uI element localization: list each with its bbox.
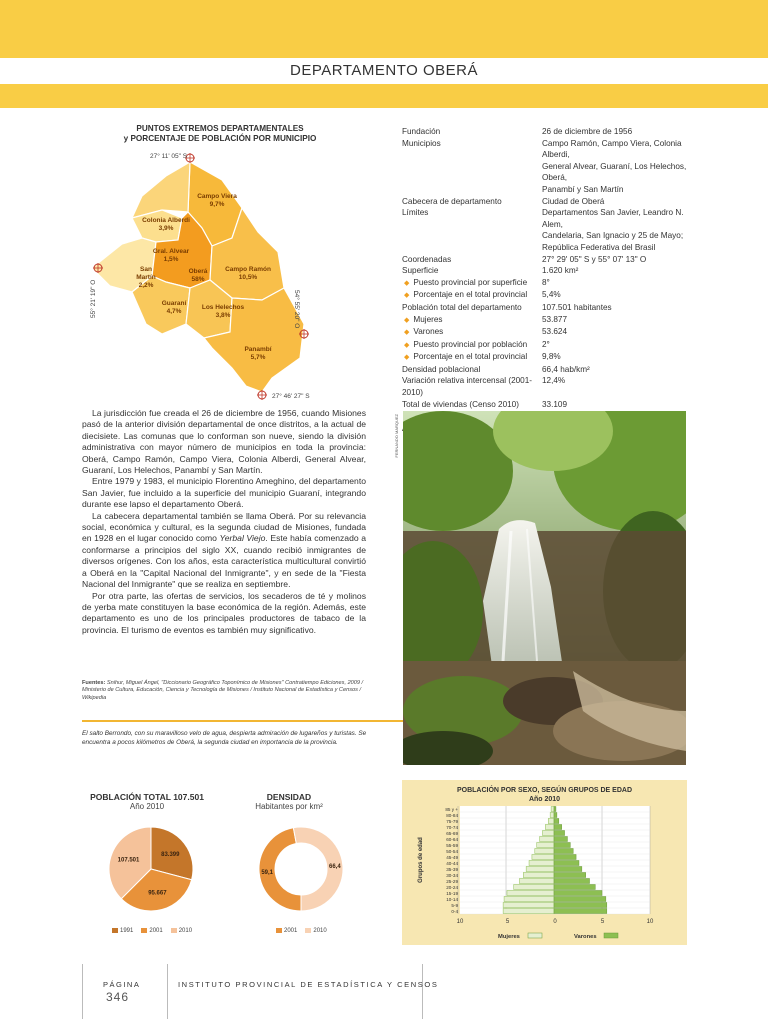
pyramid-bar-mujeres	[507, 891, 554, 896]
legend-item: 2001	[276, 928, 297, 934]
pyramid-bar-mujeres	[503, 909, 554, 914]
pyramid-age-label: 60-64	[446, 837, 458, 842]
facts-value: 66,4 hab/km²	[542, 364, 590, 374]
facts-value: 2°	[542, 339, 550, 349]
legend-swatch	[276, 928, 282, 933]
bullet-icon: ◆	[404, 292, 410, 300]
facts-key: Límites	[402, 208, 429, 218]
pyramid-bar-varones	[554, 819, 559, 824]
pyramid-x-tick: 10	[456, 919, 464, 925]
pyramid-age-label: 70-74	[446, 825, 458, 830]
density-chart-title: DENSIDAD	[266, 792, 312, 802]
facts-value: Candelaria, San Ignacio y 25 de Mayo;	[542, 231, 684, 241]
facts-value: 9,8%	[542, 352, 561, 362]
pyramid-bar-mujeres	[535, 849, 554, 854]
pyramid-bar-varones	[554, 831, 565, 836]
pie-label: 66,4	[329, 863, 341, 870]
pyramid-bar-varones	[554, 861, 579, 866]
extreme-point-s	[257, 390, 267, 400]
bullet-icon: ◆	[404, 279, 410, 287]
pyramid-bar-varones	[554, 807, 556, 812]
pyramid-bar-mujeres	[514, 885, 554, 890]
pyramid-bar-varones	[554, 849, 573, 854]
pyramid-bar-varones	[554, 903, 607, 908]
facts-row	[402, 277, 702, 290]
map-label-gral-alvear: Gral. Alvear 1,5%	[152, 248, 190, 263]
pyramid-bar-mujeres	[532, 855, 554, 860]
footer-page-label: PÁGINA	[103, 980, 141, 989]
facts-key: Fundación	[402, 127, 441, 136]
facts-row	[402, 314, 702, 327]
legend-item: 1991	[112, 928, 133, 934]
pyramid-age-label: 55-59	[446, 843, 458, 848]
pyramid-bar-mujeres	[550, 813, 554, 818]
facts-value: Ciudad de Oberá	[542, 196, 605, 206]
facts-key: Coordenadas	[402, 254, 452, 264]
facts-row	[402, 254, 702, 266]
paragraph-4: Por otra parte, las ofertas de servicios, los secaderos de té y molinos de yerba mate constituyen la base económica de la región. Además, este departamento es uno de los principales productores de tabaco de la provincia. El turismo de eventos es también muy significativo.	[82, 590, 366, 635]
map-label-campo-viera: Campo Viera 9,7%	[197, 193, 237, 208]
pyramid-bar-mujeres	[551, 807, 554, 812]
facts-row	[402, 399, 702, 411]
pyramid-age-label: 80-84	[446, 813, 458, 818]
pyramid-subtitle: Año 2010	[528, 796, 561, 803]
pyramid-bar-mujeres	[519, 879, 554, 884]
pyramid-bar-varones	[554, 879, 590, 884]
facts-row	[402, 265, 702, 277]
photo-caption: El salto Berrondo, con su maravilloso velo de agua, despierta admiración de lugareños y turistas. Se encuentra a pocos kilómetros de Oberá, la segunda ciudad en importancia de la provincia.	[82, 730, 367, 746]
facts-value: 12,4%	[542, 376, 566, 386]
pyramid-age-label: 75-79	[446, 819, 458, 824]
pyramid-age-label: 20-24	[446, 885, 458, 890]
pyramid-age-label: 25-29	[446, 879, 458, 884]
map-title-line2: y PORCENTAJE DE POBLACIÓN POR MUNICIPIO	[123, 134, 317, 143]
paragraph-2: Entre 1979 y 1983, el municipio Florentino Ameghino, del departamento San Javier, fue incluido a la superficie del municipio Guaraní, integrando durante ese lapso el departamento Oberá.	[82, 476, 366, 510]
pyramid-age-label: 10-14	[446, 897, 458, 902]
facts-key: Municipios	[402, 138, 441, 148]
facts-row	[402, 161, 702, 184]
pyramid-age-label: 45-49	[446, 855, 458, 860]
pyramid-age-label: 0-4	[451, 909, 458, 914]
facts-value: 107.501 habitantes	[542, 302, 612, 312]
map-region-colonia-alberdi	[132, 162, 190, 218]
coord-south: 27° 46' 27" S	[272, 393, 310, 400]
pyramid-bar-varones	[554, 885, 595, 890]
facts-table	[402, 126, 702, 434]
caption-rule	[82, 720, 412, 722]
facts-row	[402, 351, 702, 364]
page-title: DEPARTAMENTO OBERÁ	[290, 62, 478, 79]
pyramid-bar-mujeres	[540, 837, 554, 842]
pyramid-age-label: 35-39	[446, 867, 458, 872]
pyramid-bar-varones	[554, 873, 586, 878]
facts-row	[402, 138, 702, 161]
pyramid-x-tick: 10	[646, 919, 654, 925]
pyramid-bar-mujeres	[545, 825, 554, 830]
facts-row	[402, 364, 702, 376]
pyramid-age-label: 50-54	[446, 849, 458, 854]
pyramid-legend-label: Varones	[574, 934, 597, 940]
pyramid-bar-varones	[554, 909, 607, 914]
population-pie	[106, 824, 196, 914]
pyramid-bar-varones	[554, 867, 582, 872]
pyramid-age-label: 85 y +	[445, 807, 458, 812]
facts-row	[402, 230, 702, 242]
pyramid-x-tick: 5	[600, 919, 605, 925]
pyramid-bar-mujeres	[529, 861, 554, 866]
pyramid-title: POBLACIÓN POR SEXO, SEGÚN GRUPOS DE EDAD	[456, 787, 633, 794]
density-legend	[276, 928, 346, 934]
pop-chart-title: POBLACIÓN TOTAL 107.501	[90, 792, 204, 802]
legend-swatch	[141, 928, 147, 933]
bullet-icon: ◆	[404, 329, 410, 337]
map-title	[100, 124, 340, 144]
pie-label: 83.399	[161, 852, 180, 859]
facts-key: Población total del departamento	[402, 302, 522, 312]
map-label-panambi: Panambí 5,7%	[244, 346, 272, 361]
pyramid-bar-varones	[554, 837, 567, 842]
map-title-line1: PUNTOS EXTREMOS DEPARTAMENTALES	[136, 124, 304, 133]
pyramid-age-label: 15-19	[446, 891, 458, 896]
pyramid-bar-mujeres	[504, 897, 554, 902]
legend-swatch	[171, 928, 177, 933]
facts-key: Total de viviendas (Censo 2010)	[402, 399, 519, 409]
header-band	[0, 0, 768, 58]
facts-row	[402, 184, 702, 196]
bullet-icon: ◆	[404, 354, 410, 362]
facts-value: 8°	[542, 277, 550, 287]
pyramid-bar-varones	[554, 897, 606, 902]
facts-row	[402, 196, 702, 208]
photo-credit: FERNANDO MARQUEZ	[394, 414, 399, 458]
pyramid-bar-mujeres	[526, 867, 554, 872]
facts-key: Variación relativa intercensal (2001-2010)	[402, 376, 533, 398]
pyramid-bar-varones	[554, 813, 557, 818]
pyramid-legend-swatch	[604, 933, 618, 938]
facts-value: General Alvear, Guaraní, Los Helechos, Oberá,	[542, 161, 687, 183]
facts-key: ◆ Porcentaje en el total provincial	[404, 352, 528, 362]
facts-value: 33.109	[542, 399, 568, 409]
facts-row	[402, 207, 702, 230]
facts-row	[402, 302, 702, 314]
pyramid-age-label: 5-9	[451, 903, 458, 908]
footer-institute: INSTITUTO PROVINCIAL DE ESTADÍSTICA Y CENSOS	[178, 980, 439, 989]
map-label-obera: Oberá 58%	[188, 268, 208, 283]
facts-key: ◆ Varones	[404, 327, 444, 337]
pyramid-bar-mujeres	[548, 819, 554, 824]
pyramid-legend-label: Mujeres	[498, 934, 520, 940]
facts-row	[402, 375, 702, 398]
pyramid-age-label: 40-44	[446, 861, 458, 866]
facts-value: 26 de diciembre de 1956	[542, 127, 633, 136]
legend-swatch	[305, 928, 311, 933]
pyramid-bar-mujeres	[537, 843, 554, 848]
facts-value: Panambí y San Martín	[542, 184, 624, 194]
footer-rule-3	[422, 964, 423, 1019]
coord-west: 55° 21' 19" O	[90, 279, 97, 318]
density-chart-subtitle: Habitantes por km²	[255, 802, 323, 811]
facts-value: 27° 29' 05" S y 55° 07' 13" O	[542, 254, 647, 264]
pyramid-legend-swatch	[528, 933, 542, 938]
pyramid-bar-varones	[554, 891, 602, 896]
facts-key	[402, 184, 542, 196]
waterfall-photo	[403, 411, 686, 765]
facts-row	[402, 242, 702, 254]
pyramid-bar-mujeres	[523, 873, 554, 878]
footer-page-number: 346	[106, 990, 130, 1004]
pyramid-age-label: 30-34	[446, 873, 458, 878]
pyramid-age-label: 65-69	[446, 831, 458, 836]
pyramid-bar-varones	[554, 855, 576, 860]
pyramid-bar-mujeres	[542, 831, 554, 836]
coord-east: 54° 55' 20" O	[293, 290, 300, 329]
footer-rule-1	[82, 964, 83, 1019]
coord-north: 27° 11' 05" S	[150, 153, 188, 160]
paragraph-3: La cabecera departamental también se llama Oberá. Por su relevancia social, económica y cultural, es la segunda ciudad de Misiones, fundada en 1928 en el lugar conocido como Yerbal Viejo. Este había comenzado a conformarse a principios del siglo XX, cuando recibió inmigrantes de diversos orígenes. Con los años, esta característica multicultural convirtió a Oberá en la "Capital Nacional del Inmigrante", y en sede de la "Fiesta Nacional del Inmigrante" que se realiza en septiembre.	[82, 510, 366, 590]
facts-key: Superficie	[402, 266, 439, 276]
facts-row	[402, 126, 702, 138]
facts-key: ◆ Porcentaje en el total provincial	[404, 290, 528, 300]
pie-label: 107.501	[117, 857, 140, 864]
pop-chart-subtitle: Año 2010	[129, 802, 165, 811]
facts-key	[402, 161, 542, 184]
pyramid-bar-mujeres	[503, 903, 554, 908]
legend-swatch	[112, 928, 118, 933]
pyramid-bar-varones	[554, 843, 570, 848]
sources-note: Fuentes: Snihur, Miguel Ángel, "Diccionario Geográfico Toponímico de Misiones" Contratiempo Ediciones, 2009 / Ministerio de Cultura, Educación, Ciencia y Tecnología de Misiones / Instituto Nacional de Estadística y Censos / Wikipedia	[82, 680, 364, 701]
facts-value: 5,4%	[542, 290, 561, 300]
population-pyramid	[402, 804, 687, 944]
legend-item: 2001	[141, 928, 162, 934]
population-legend	[112, 928, 222, 934]
pyramid-bar-varones	[554, 825, 562, 830]
facts-row	[402, 289, 702, 302]
legend-item: 2010	[305, 928, 326, 934]
pyramid-y-label: Grupos de edad	[418, 837, 424, 883]
pie-label: 59,1	[261, 870, 273, 877]
header-band-lower	[0, 84, 768, 108]
facts-key: ◆ Puesto provincial por superficie	[404, 277, 528, 287]
paragraph-1: La jurisdicción fue creada el 26 de diciembre de 1956, cuando Misiones pasó de la anterior división departamental de once distritos, a la actual de diecisiete. Las comunas que lo conforman son nueve, siendo la división administrativa con mayor número de municipios en toda la provincia: Oberá, Campo Ramón, Campo Viera, Colonia Alberdi, General Alvear, Guaraní, Los Helechos, Panambí y San Martín.	[82, 408, 366, 476]
pyramid-x-tick: 5	[505, 919, 510, 925]
facts-row	[402, 339, 702, 352]
legend-item: 2010	[171, 928, 192, 934]
pie-label: 95.667	[148, 890, 167, 897]
facts-value: 53.624	[542, 327, 568, 337]
body-text	[82, 408, 366, 636]
map-label-los-helechos: Los Helechos 3,8%	[201, 304, 245, 319]
pyramid-x-tick: 0	[553, 919, 557, 925]
map-label-campo-ramon: Campo Ramón 10,5%	[225, 266, 271, 281]
facts-row	[402, 326, 702, 339]
facts-value: República Federativa del Brasil	[542, 242, 656, 252]
facts-value: 1.620 km²	[542, 266, 579, 276]
facts-key: ◆ Puesto provincial por población	[404, 339, 528, 349]
bullet-icon: ◆	[404, 316, 410, 324]
map-label-guarani: Guaraní 4,7%	[161, 300, 187, 315]
facts-key	[402, 230, 542, 242]
facts-value: 53.877	[542, 314, 568, 324]
bullet-icon: ◆	[404, 341, 410, 349]
facts-value: Campo Ramón, Campo Viera, Colonia Alberdi,	[542, 138, 682, 160]
facts-key	[402, 242, 542, 254]
map-label-san-martin: San Martín 2,2%	[136, 266, 156, 289]
facts-key: Cabecera de departamento	[402, 196, 502, 206]
facts-value: Departamentos San Javier, Leandro N. Alem,	[542, 208, 684, 229]
facts-key: ◆ Mujeres	[404, 314, 443, 324]
map-label-colonia-alberdi: Colonia Alberdi 3,9%	[142, 217, 190, 232]
facts-key: Densidad poblacional	[402, 364, 481, 374]
density-donut	[256, 824, 346, 914]
footer-rule-2	[167, 964, 168, 1019]
